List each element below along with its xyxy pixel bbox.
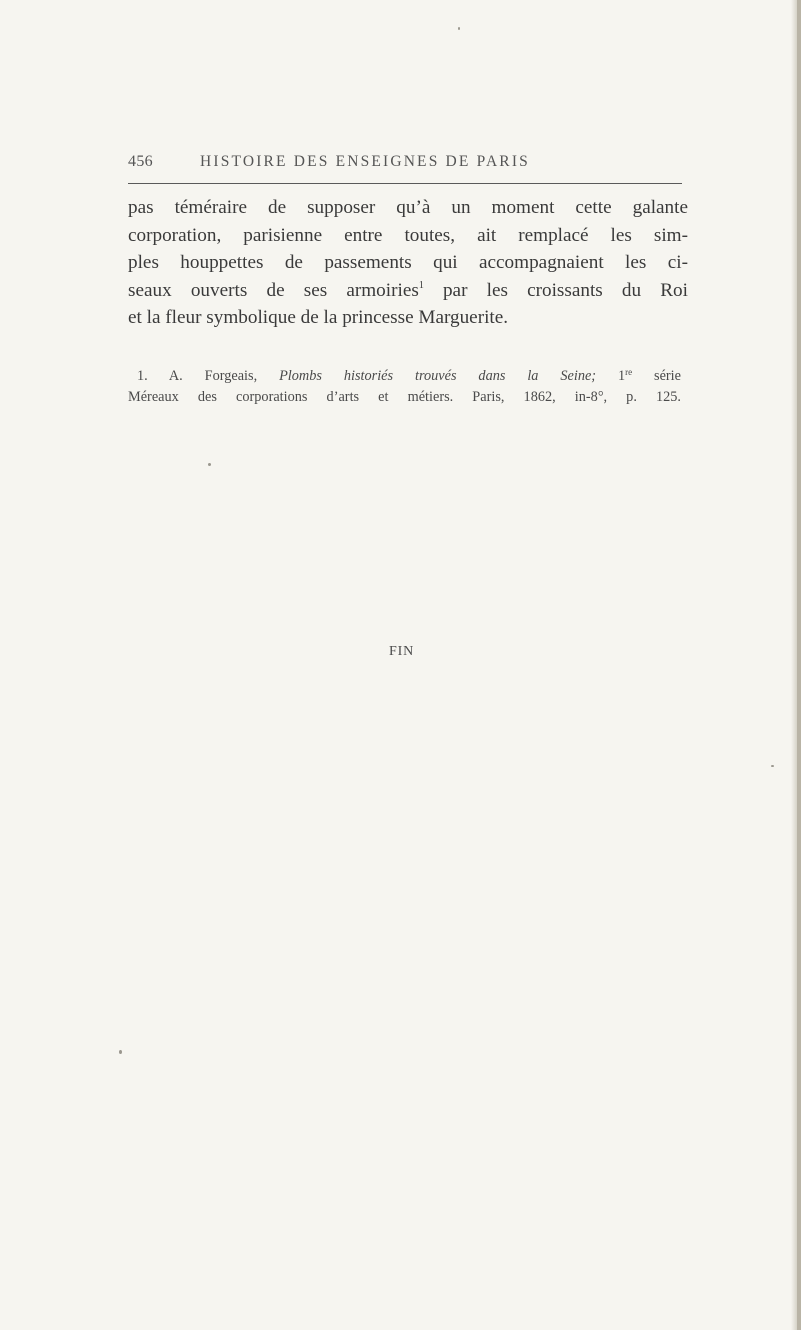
end-mark: FIN — [389, 644, 415, 659]
running-title: HISTOIRE DES ENSEIGNES DE PARIS — [200, 153, 530, 170]
paper-speck — [208, 463, 211, 466]
footnote-series-sup: re — [625, 367, 633, 377]
footnote-series-rest: série — [632, 368, 682, 384]
body-line: corporation, parisienne entre toutes, ait remplacé les sim- — [128, 224, 688, 246]
page-edge-shadow — [797, 0, 801, 1330]
footnote-line — [137, 366, 681, 387]
page-number: 456 — [128, 153, 153, 170]
body-line — [128, 277, 688, 305]
body-line: pas téméraire de supposer qu’à un moment cette galante — [128, 197, 688, 218]
body-line: ples houppettes de passements qui accompagnaient les ci- — [128, 252, 688, 274]
running-head — [128, 150, 682, 174]
body-line: et la fleur symbolique de la princesse Marguerite. — [128, 307, 509, 329]
footnote-title: Plombs historiés trouvés dans la Seine; — [279, 368, 597, 384]
body-line-text: seaux ouverts de ses armoiries — [128, 279, 419, 301]
paper-speck — [119, 1050, 122, 1054]
body-line-text: par les croissants du Roi — [423, 279, 688, 301]
paper-speck — [458, 27, 460, 30]
footnote — [128, 366, 682, 407]
footnote-number: 1. A. Forgeais, — [137, 368, 280, 384]
footnote-line: Méreaux des corporations d’arts et métiers. Paris, 1862, in-8°, p. 125. — [128, 388, 681, 405]
footnote-reference: 1 — [418, 279, 424, 291]
body-paragraph — [128, 194, 688, 332]
paper-speck — [771, 765, 774, 767]
header-rule — [128, 183, 682, 184]
footnote-series: 1 — [596, 368, 626, 384]
